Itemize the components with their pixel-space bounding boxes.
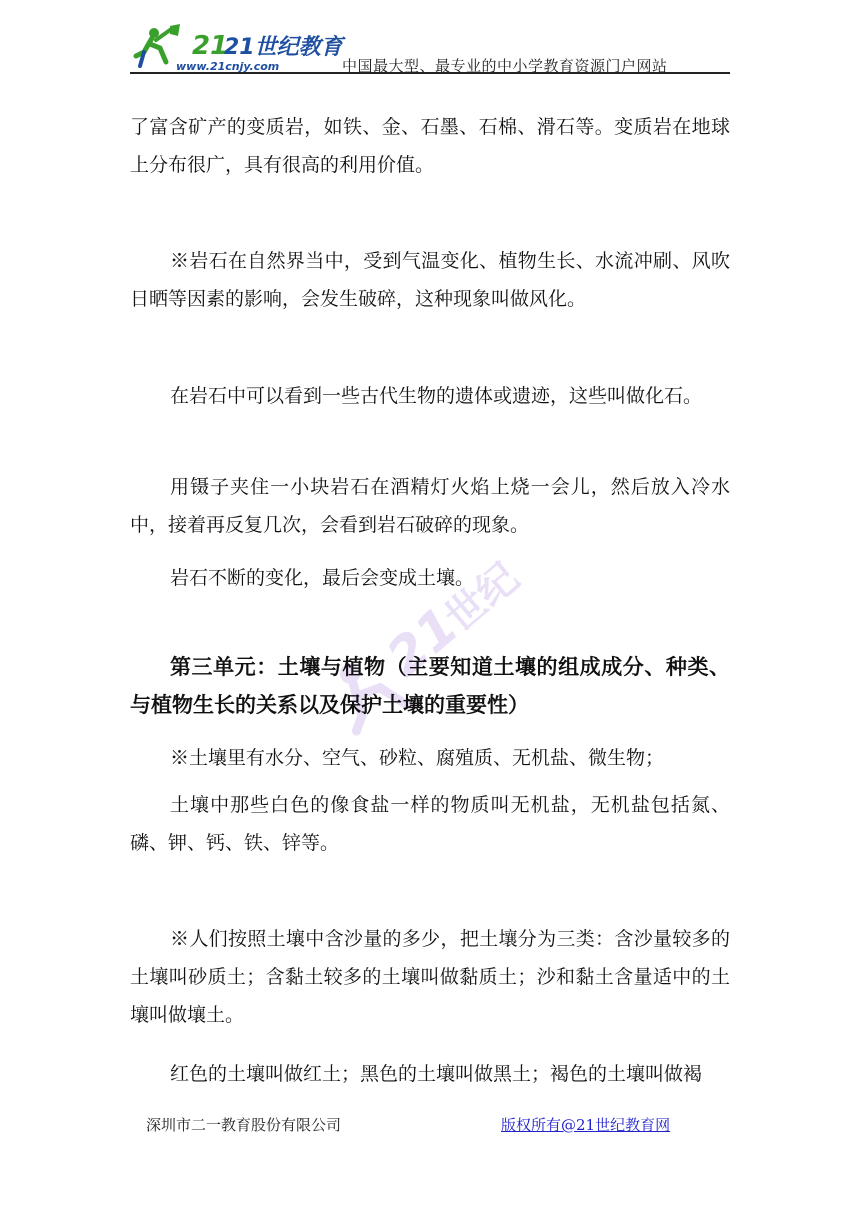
svg-text:世纪: 世纪: [436, 554, 528, 642]
paragraph-soil-types: ※人们按照土壤中含沙量的多少，把土壤分为三类：含沙量较多的土壤叫砂质土；含黏土较多的土壤叫做黏质土；沙和黏土含量适中的土壤叫做壤土。: [130, 928, 730, 1026]
svg-text:21: 21: [376, 596, 471, 689]
svg-text:21: 21: [192, 31, 229, 61]
logo-url-text: www.21cnjy.com: [176, 60, 280, 73]
paragraph-soil-composition: ※土壤里有水分、空气、砂粒、腐殖质、无机盐、微生物；: [170, 747, 665, 769]
site-logo: [130, 22, 343, 74]
paragraph-inorganic-salt: 土壤中那些白色的像食盐一样的物质叫无机盐，无机盐包括氮、磷、钾、钙、铁、锌等。: [130, 794, 730, 854]
paragraph-fossil: 在岩石中可以看到一些古代生物的遗体或遗迹，这些叫做化石。: [170, 385, 703, 407]
footer-copyright-link[interactable]: 版权所有@21世纪教育网: [501, 1116, 671, 1134]
footer-company: 深圳市二一教育股份有限公司: [146, 1116, 342, 1134]
logo-text: 21世纪教育: [224, 35, 343, 60]
paragraph-soil-colors: 红色的土壤叫做红土；黑色的土壤叫做黑土；褐色的土壤叫做褐: [170, 1063, 703, 1085]
paragraph-weathering: ※岩石在自然界当中，受到气温变化、植物生长、水流冲刷、风吹日晒等因素的影响，会发生破碎，这种现象叫做风化。: [130, 250, 730, 310]
paragraph-experiment: 用镊子夹住一小块岩石在酒精灯火焰上烧一会儿，然后放入冷水中，接着再反复几次，会看到岩石破碎的现象。: [130, 476, 730, 536]
paragraph-metamorphic-rock: 了富含矿产的变质岩，如铁、金、石墨、石棉、滑石等。变质岩在地球上分布很广，具有很高的利用价值。: [130, 116, 730, 176]
page-header: [130, 22, 730, 78]
section-heading-unit-3: 第三单元：土壤与植物（主要知道土壤的组成成分、种类、与植物生长的关系以及保护土壤的重要性）: [130, 655, 730, 717]
header-divider: [130, 72, 730, 74]
runner-icon: [136, 24, 180, 66]
paragraph-soil-formation: 岩石不断的变化，最后会变成土壤。: [170, 567, 475, 589]
header-tagline: 中国最大型、最专业的中小学教育资源门户网站: [342, 57, 668, 75]
